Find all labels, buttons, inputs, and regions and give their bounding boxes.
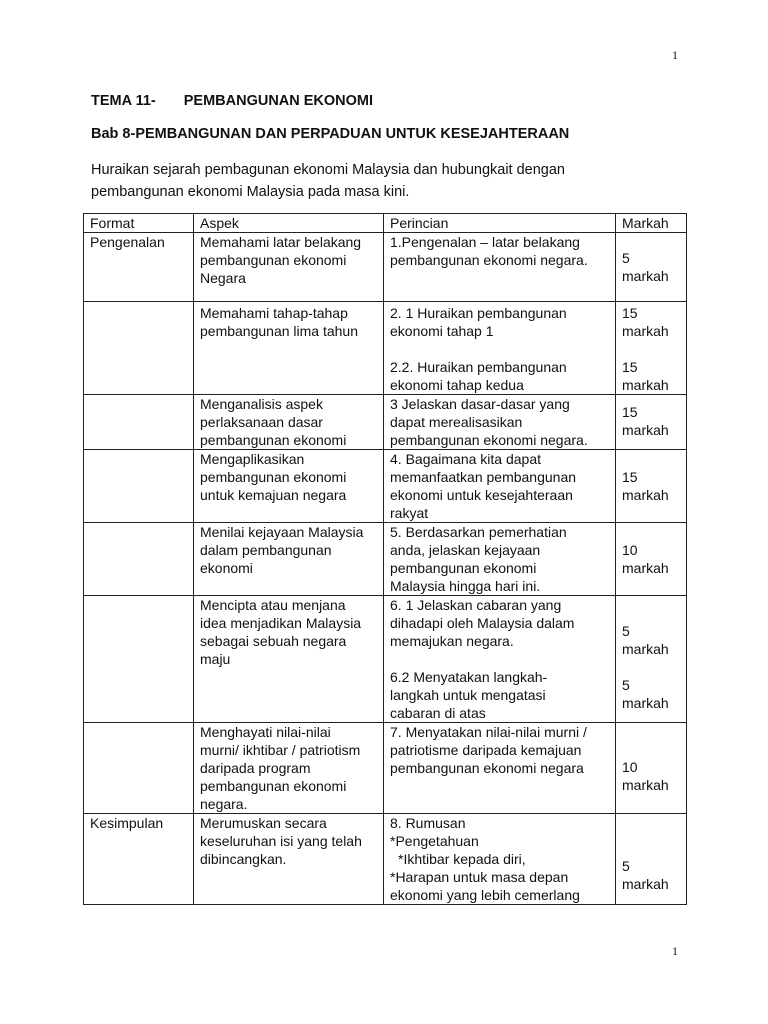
perincian-line: 8. Rumusan (390, 815, 466, 831)
theme-title: PEMBANGUNAN EKONOMI (183, 93, 374, 109)
markah-cell (616, 233, 687, 302)
markah-unit: markah (622, 641, 669, 657)
question-line: Huraikan sejarah pembagunan ekonomi Malaysia dan hubungkait dengan (91, 162, 565, 178)
perincian-line: patriotisme daripada kemajuan (390, 742, 582, 758)
perincian-line: 6.2 Menyatakan langkah- (390, 669, 548, 685)
aspek-line: Merumuskan secara (200, 815, 327, 831)
markah-unit: markah (622, 268, 669, 284)
format-cell (84, 596, 194, 723)
aspek-line: pembangunan ekonomi (200, 432, 347, 448)
perincian-line: 5. Berdasarkan pemerhatian (390, 524, 567, 540)
markah-cell (616, 814, 687, 905)
markah-unit: markah (622, 560, 669, 576)
markah-unit: markah (622, 777, 669, 793)
aspek-line: pembangunan ekonomi (200, 252, 347, 268)
table-row (84, 723, 687, 814)
aspek-line: untuk kemajuan negara (200, 487, 347, 503)
header-perincian: Perincian (384, 214, 616, 233)
perincian-line: ekonomi untuk kesejahteraan (390, 487, 573, 503)
markah-value: 5 (622, 858, 630, 874)
perincian-line: ekonomi tahap 1 (390, 323, 494, 339)
aspek-line: ekonomi (200, 560, 253, 576)
perincian-cell (384, 814, 616, 905)
aspek-line: maju (200, 651, 231, 667)
aspek-cell (194, 450, 384, 523)
format-cell: Kesimpulan (84, 814, 194, 905)
perincian-cell (384, 523, 616, 596)
theme-label: TEMA 11- (91, 93, 156, 109)
perincian-line: ekonomi tahap kedua (390, 377, 524, 393)
aspek-line: pembangunan lima tahun (200, 323, 359, 339)
markah-unit: markah (622, 487, 669, 503)
markah-value: 15 (622, 305, 638, 321)
perincian-line: dapat merealisasikan (390, 414, 523, 430)
markah-value: 5 (622, 677, 630, 693)
aspek-cell (194, 233, 384, 302)
theme-heading (91, 93, 373, 109)
perincian-line: 3 Jelaskan dasar-dasar yang (390, 396, 570, 412)
aspek-line: Menganalisis aspek (200, 396, 323, 412)
aspek-line: Memahami tahap-tahap (200, 305, 348, 321)
markah-unit: markah (622, 695, 669, 711)
table-header-row (84, 214, 687, 233)
aspek-line: perlaksanaan dasar (200, 414, 323, 430)
aspek-cell (194, 723, 384, 814)
perincian-line: pembangunan ekonomi (390, 560, 537, 576)
table-row (84, 523, 687, 596)
perincian-cell (384, 723, 616, 814)
perincian-line: 6. 1 Jelaskan cabaran yang (390, 597, 562, 613)
perincian-line: 1.Pengenalan – latar belakang (390, 234, 580, 250)
aspek-line: idea menjadikan Malaysia (200, 615, 362, 631)
aspek-line: pembangunan ekonomi (200, 778, 347, 794)
perincian-line: 7. Menyatakan nilai-nilai murni / (390, 724, 587, 740)
format-cell (84, 395, 194, 450)
perincian-line: cabaran di atas (390, 705, 486, 721)
markah-cell (616, 596, 687, 723)
table-row (84, 233, 687, 302)
markah-cell (616, 302, 687, 395)
markah-cell (616, 523, 687, 596)
markah-cell (616, 723, 687, 814)
markah-value: 15 (622, 359, 638, 375)
aspek-line: keseluruhan isi yang telah (200, 833, 362, 849)
markah-cell (616, 450, 687, 523)
aspek-cell (194, 395, 384, 450)
table-row (84, 395, 687, 450)
page-number-top: 1 (672, 48, 678, 62)
page-number-bottom: 1 (672, 944, 678, 958)
aspek-line: murni/ ikhtibar / patriotism (200, 742, 361, 758)
format-cell: Pengenalan (84, 233, 194, 302)
perincian-cell (384, 450, 616, 523)
perincian-line: 4. Bagaimana kita dapat (390, 451, 541, 467)
markah-unit: markah (622, 422, 669, 438)
markah-cell (616, 395, 687, 450)
aspek-line: sebagai sebuah negara (200, 633, 347, 649)
aspek-line: dibincangkan. (200, 851, 287, 867)
markah-value: 5 (622, 623, 630, 639)
aspek-line: Memahami latar belakang (200, 234, 362, 250)
markah-value: 10 (622, 759, 638, 775)
markah-value: 10 (622, 542, 638, 558)
perincian-line: 2. 1 Huraikan pembangunan (390, 305, 567, 321)
aspek-cell (194, 523, 384, 596)
perincian-line: pembangunan ekonomi negara. (390, 252, 588, 268)
perincian-cell (384, 233, 616, 302)
aspek-line: dalam pembangunan (200, 542, 332, 558)
perincian-line: 2.2. Huraikan pembangunan (390, 359, 567, 375)
perincian-cell (384, 596, 616, 723)
aspek-line: Mengaplikasikan (200, 451, 305, 467)
markah-value: 15 (622, 469, 638, 485)
table-row (84, 302, 687, 395)
aspek-cell (194, 596, 384, 723)
perincian-line: *Harapan untuk masa depan (390, 869, 569, 885)
aspek-line: pembangunan ekonomi (200, 469, 347, 485)
question-line: pembangunan ekonomi Malaysia pada masa kini. (91, 184, 410, 200)
header-format: Format (84, 214, 194, 233)
aspek-cell (194, 302, 384, 395)
header-aspek: Aspek (194, 214, 384, 233)
aspek-line: negara. (200, 796, 248, 812)
perincian-cell (384, 302, 616, 395)
markah-unit: markah (622, 876, 669, 892)
perincian-line: dihadapi oleh Malaysia dalam (390, 615, 575, 631)
perincian-line: anda, jelaskan kejayaan (390, 542, 541, 558)
aspek-line: Menilai kejayaan Malaysia (200, 524, 364, 540)
table-row (84, 450, 687, 523)
aspek-line: Menghayati nilai-nilai (200, 724, 331, 740)
perincian-line: pembangunan ekonomi negara. (390, 432, 588, 448)
markah-value: 5 (622, 250, 630, 266)
perincian-line: langkah untuk mengatasi (390, 687, 546, 703)
perincian-line: memanfaatkan pembangunan (390, 469, 577, 485)
markah-value: 15 (622, 404, 638, 420)
chapter-heading: Bab 8-PEMBANGUNAN DAN PERPADUAN UNTUK KESEJAHTERAAN (91, 126, 570, 142)
table-row (84, 596, 687, 723)
format-cell (84, 450, 194, 523)
perincian-line: Malaysia hingga hari ini. (390, 578, 541, 594)
format-cell (84, 523, 194, 596)
perincian-line: pembangunan ekonomi negara (390, 760, 584, 776)
perincian-cell (384, 395, 616, 450)
perincian-line: ekonomi yang lebih cemerlang (390, 887, 580, 903)
rubric-table (83, 213, 687, 905)
question-text (91, 159, 691, 203)
perincian-line: rakyat (390, 505, 429, 521)
format-cell (84, 302, 194, 395)
aspek-line: Mencipta atau menjana (200, 597, 346, 613)
perincian-line: memajukan negara. (390, 633, 514, 649)
header-markah: Markah (616, 214, 687, 233)
perincian-line: *Ikhtibar kepada diri, (398, 851, 526, 867)
aspek-line: daripada program (200, 760, 311, 776)
format-cell (84, 723, 194, 814)
markah-unit: markah (622, 323, 669, 339)
aspek-line: Negara (200, 270, 246, 286)
markah-unit: markah (622, 377, 669, 393)
aspek-cell (194, 814, 384, 905)
table-row (84, 814, 687, 905)
perincian-line: *Pengetahuan (390, 833, 479, 849)
